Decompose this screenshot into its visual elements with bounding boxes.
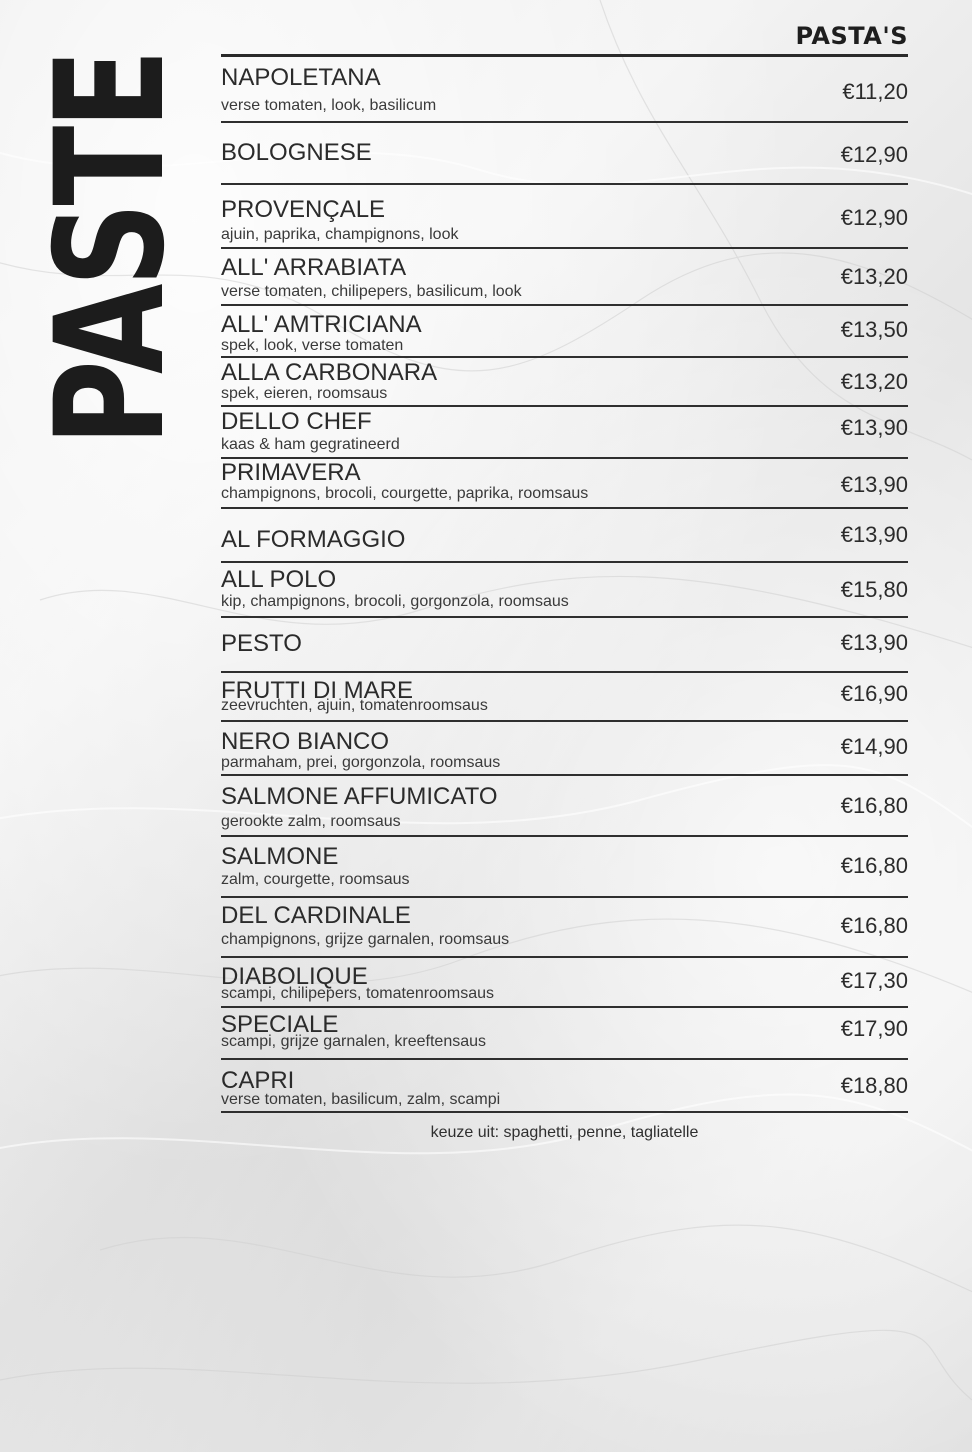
item-price: €13,20 (840, 264, 908, 289)
item-name: PESTO (221, 630, 302, 657)
item-name: DIABOLIQUE (221, 963, 368, 990)
item-name: ALL POLO (221, 566, 337, 593)
menu-item (221, 722, 908, 776)
pasta-menu (221, 18, 908, 1113)
item-name: CAPRI (221, 1067, 295, 1094)
item-name: ALLA CARBONARA (221, 359, 438, 386)
item-name: ALL' AMTRICIANA (221, 311, 422, 338)
side-title (24, 52, 198, 446)
item-price: €17,30 (840, 968, 908, 993)
menu-item (221, 185, 908, 249)
item-description: ajuin, paprika, champignons, look (221, 226, 459, 243)
item-price: €18,80 (840, 1073, 908, 1098)
item-name: ALL' ARRABIATA (221, 254, 407, 281)
item-name: PROVENÇALE (221, 196, 386, 223)
item-description: zeevruchten, ajuin, tomatenroomsaus (221, 697, 488, 714)
item-description: kip, champignons, brocoli, gorgonzola, roomsaus (221, 593, 569, 610)
item-description: champignons, grijze garnalen, roomsaus (221, 931, 510, 948)
footnote: keuze uit: spaghetti, penne, tagliatelle (430, 1124, 699, 1141)
menu-items (221, 57, 908, 1113)
item-price: €16,80 (840, 853, 908, 878)
item-description: champignons, brocoli, courgette, paprika, roomsaus (221, 485, 589, 502)
item-name: BOLOGNESE (221, 139, 372, 166)
item-price: €16,80 (840, 913, 908, 938)
menu-item (221, 123, 908, 185)
item-price: €15,80 (840, 577, 908, 602)
item-description: verse tomaten, basilicum, zalm, scampi (221, 1091, 501, 1108)
menu-item (221, 563, 908, 618)
item-price: €11,20 (842, 79, 908, 104)
menu-item (221, 618, 908, 673)
item-name: SALMONE (221, 843, 339, 870)
item-price: €16,80 (840, 793, 908, 818)
item-name: PRIMAVERA (221, 459, 361, 486)
item-description: spek, eieren, roomsaus (221, 385, 388, 402)
item-description: spek, look, verse tomaten (221, 337, 404, 354)
item-name: DELLO CHEF (221, 408, 372, 435)
item-name: FRUTTI DI MARE (221, 677, 413, 704)
item-price: €13,90 (840, 630, 908, 655)
item-price: €14,90 (840, 734, 908, 759)
item-description: verse tomaten, look, basilicum (221, 97, 437, 114)
item-description: zalm, courgette, roomsaus (221, 871, 410, 888)
item-price: €12,90 (840, 205, 908, 230)
item-name: SPECIALE (221, 1011, 339, 1038)
menu-item (221, 837, 908, 898)
item-price: €13,50 (840, 317, 908, 342)
item-price: €17,90 (840, 1016, 908, 1041)
item-name: SALMONE AFFUMICATO (221, 783, 498, 810)
menu-item (221, 673, 908, 722)
menu-item (221, 306, 908, 358)
item-description: parmaham, prei, gorgonzola, roomsaus (221, 754, 501, 771)
item-price: €12,90 (840, 142, 908, 167)
item-description: kaas & ham gegratineerd (221, 436, 400, 453)
menu-item (221, 459, 908, 509)
item-name: DEL CARDINALE (221, 902, 411, 929)
item-description: verse tomaten, chilipepers, basilicum, look (221, 283, 522, 300)
menu-item (221, 57, 908, 123)
side-title-text: PASTE (24, 52, 198, 446)
menu-item (221, 776, 908, 837)
item-name: AL FORMAGGIO (221, 526, 406, 553)
menu-item (221, 898, 908, 958)
item-name: NERO BIANCO (221, 728, 390, 755)
item-description: scampi, chilipepers, tomatenroomsaus (221, 985, 495, 1002)
item-description: gerookte zalm, roomsaus (221, 813, 401, 830)
section-title: PASTA'S (221, 18, 908, 57)
menu-item (221, 1060, 908, 1113)
menu-item (221, 958, 908, 1008)
item-name: NAPOLETANA (221, 64, 381, 91)
item-price: €16,90 (840, 681, 908, 706)
menu-item (221, 407, 908, 459)
menu-item (221, 249, 908, 306)
item-description: scampi, grijze garnalen, kreeftensaus (221, 1033, 487, 1050)
menu-item (221, 358, 908, 407)
item-price: €13,90 (840, 522, 908, 547)
menu-item (221, 1008, 908, 1060)
item-price: €13,20 (840, 369, 908, 394)
menu-item (221, 509, 908, 563)
item-price: €13,90 (840, 472, 908, 497)
item-price: €13,90 (840, 415, 908, 440)
